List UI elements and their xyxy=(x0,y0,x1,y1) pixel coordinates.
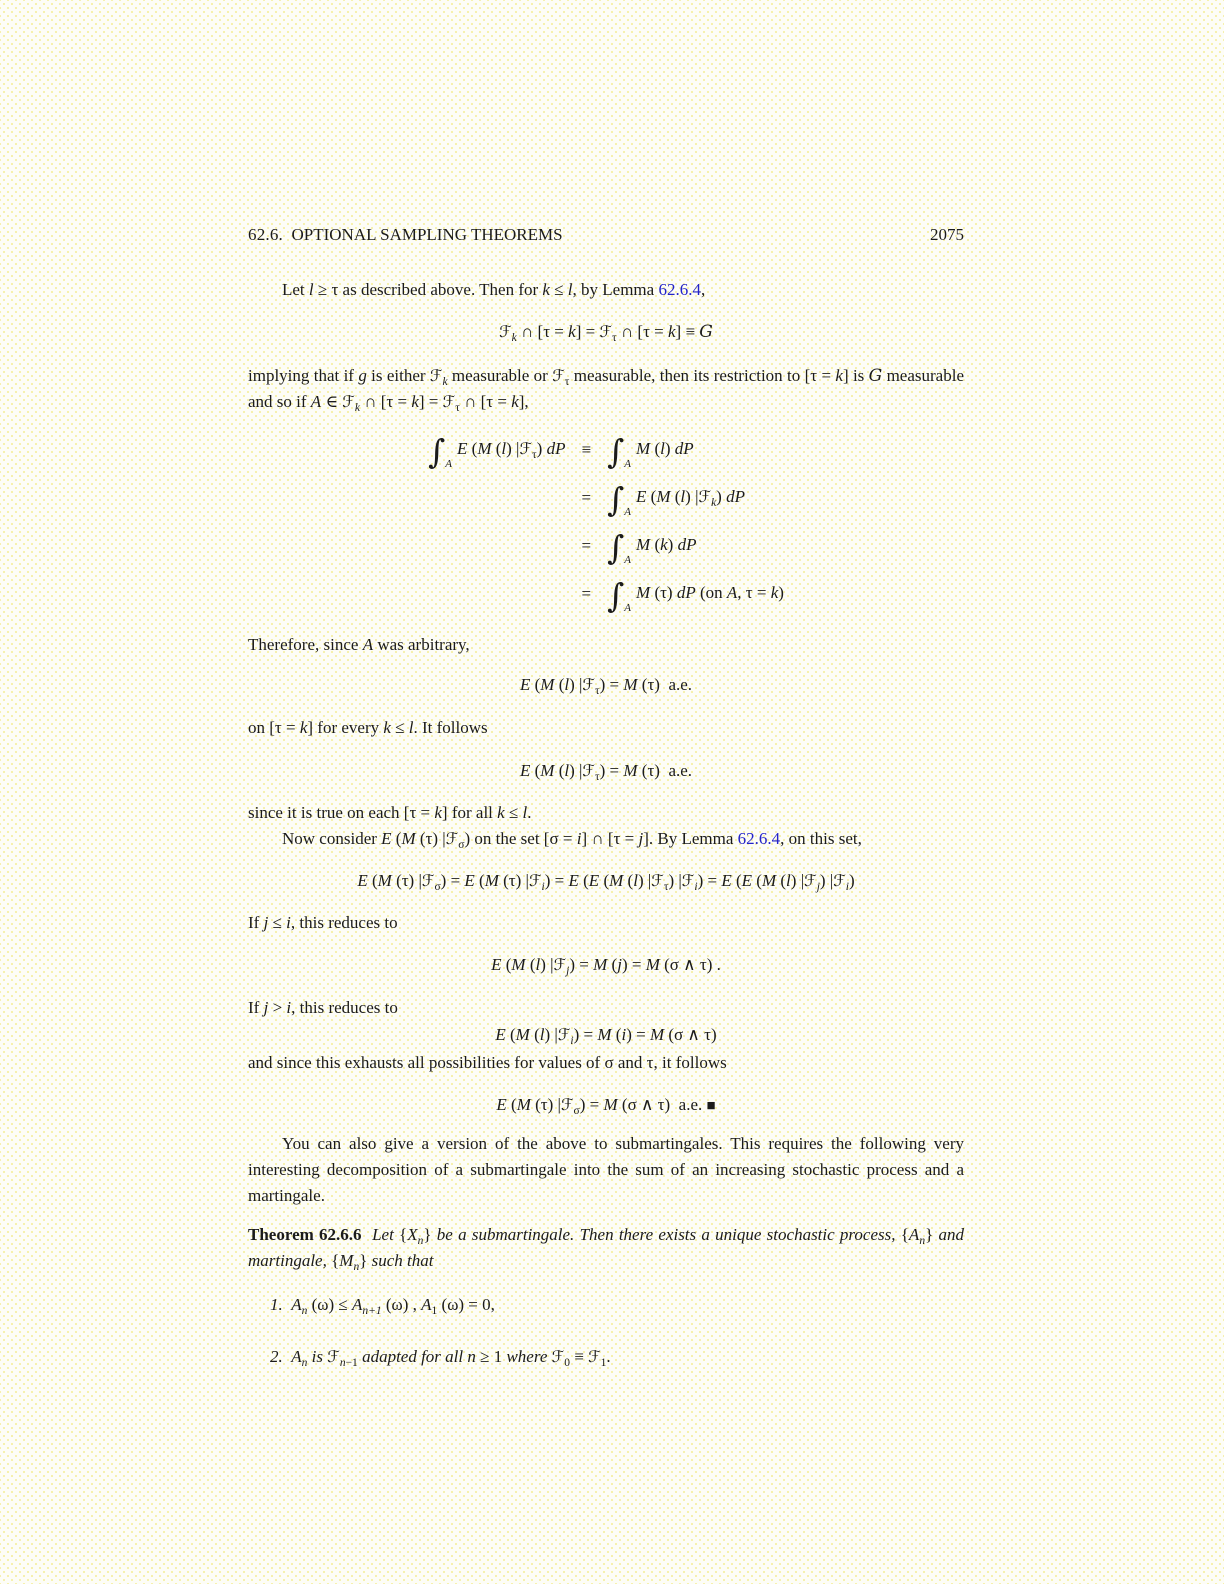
equation-row xyxy=(428,474,784,522)
eq-relation: ≡ xyxy=(581,440,592,459)
eq-relation: = xyxy=(581,584,592,603)
paragraph-exhausts: and since this exhausts all possibilities for values of σ and τ, it follows xyxy=(248,1053,727,1072)
display-equation-chain: E (M (τ) |ℱ$_\sigma$) = E (M (τ) |ℱ$_i$) = E (E (M (l) |ℱ$_\tau$) |ℱ$_i$) = E (E (M (l) |ℱ$_j$) |ℱ$_i$) xyxy=(357,871,855,893)
running-head xyxy=(248,222,563,248)
theorem-62-6-6: Theorem 62.6.6 Let $\{X_n\}$ be a submartingale. Then there exists a unique stochastic process, $\{A_n\}$ and martingale, $\{M_n\}$ such that xyxy=(248,1225,964,1273)
equation-row xyxy=(428,426,784,474)
integral-sign: ∫ xyxy=(607,480,625,519)
eq-lhs: $\int_AE$ (M (l) |ℱ$_\tau$) dP xyxy=(428,432,566,471)
theorem-condition-2: 2. $A_n$ is ℱ$_{n-1}$ adapted for all n ≥ 1 where ℱ$_0$ ≡ ℱ$_1$. xyxy=(270,1347,611,1369)
integral-sign: ∫ xyxy=(607,576,625,615)
paragraph-on-tau-k: on [τ = k] for every k ≤ l. It follows xyxy=(248,718,488,737)
eq-rhs: $\int_AM$ (τ) dP (on A, τ = k) xyxy=(607,576,784,615)
theorem-condition-1: 1. $A_n$ $(\omega) \le A_{n+1}$ (ω) , $A_1$ (ω) = 0, xyxy=(270,1295,495,1317)
eq-relation: = xyxy=(581,536,592,555)
qed-square: ■ xyxy=(706,1098,716,1114)
eq-lhs xyxy=(428,570,565,618)
paragraph-if-j-gt-i: If j > i, this reduces to xyxy=(248,998,398,1017)
integral-sign: ∫ xyxy=(428,432,446,471)
equation-row xyxy=(428,570,784,618)
integral-sign: ∫ xyxy=(607,528,625,567)
paragraph-since-true: since it is true on each [τ = k] for all k ≤ l. xyxy=(248,803,532,822)
display-equation-ae-2: E (M (l) |ℱ$_\tau$) = M (τ) a.e. xyxy=(519,761,693,783)
lemma-link[interactable]: 62.6.4 xyxy=(737,829,781,848)
eq-lhs xyxy=(428,474,565,522)
eq-rhs: $\int_AM$ (l) dP xyxy=(607,432,694,471)
lemma-link[interactable]: 62.6.4 xyxy=(658,280,701,299)
display-equation-ae-1: E (M (l) |ℱ$_\tau$) = M (τ) a.e. xyxy=(519,675,693,697)
eq-relation: = xyxy=(581,488,592,507)
page-header xyxy=(248,222,964,248)
paragraph-implying: implying that if g is either ℱ$_k$ measurable or ℱ$_\tau$ measurable, then its restriction to [τ = k] is G measurable and so if A ∈ ℱ$_k$ ∩ [τ = k] = ℱ$_\tau$ ∩ [τ = k], xyxy=(248,366,964,414)
display-equation-j-case: E (M (l) |ℱ$_j$) = M (j) = M (σ ∧ τ) . xyxy=(491,955,721,977)
eq-lhs xyxy=(428,522,565,570)
paragraph-now-consider: Now consider E (M (τ) |ℱ$_\sigma$) on the set [σ = i] ∩ [τ = j]. By Lemma 62.6.4, on this set, xyxy=(282,829,862,851)
display-equation-conclusion: E (M (τ) |ℱ$_\sigma$) = M (σ ∧ τ) a.e. ■ xyxy=(496,1095,716,1117)
paragraph-therefore: Therefore, since A was arbitrary, xyxy=(248,635,470,654)
section-title: OPTIONAL SAMPLING THEOREMS xyxy=(291,225,563,244)
equation-row xyxy=(428,522,784,570)
eq-rhs: $\int_AE$ (M (l) |ℱ$_k$) dP xyxy=(607,480,745,519)
equation-array xyxy=(428,426,784,618)
equation-array-integrals xyxy=(248,426,964,618)
paragraph-submartingales: You can also give a version of the above to submartingales. This requires the following very interesting decomposition of a submartingale into the sum of an increasing stochastic process and a martingale. xyxy=(248,1134,964,1205)
page-number: 2075 xyxy=(930,225,964,244)
section-number: 62.6. xyxy=(248,225,283,244)
integral-sign: ∫ xyxy=(607,432,625,471)
eq-rhs: $\int_AM$ (k) dP xyxy=(607,528,697,567)
paragraph-if-j-le-i: If j ≤ i, this reduces to xyxy=(248,913,398,932)
display-equation-sigma-algebra: ℱ$_k$ ∩ [τ = k] = ℱ$_\tau$ ∩ [τ = k] ≡ G xyxy=(499,322,713,344)
paragraph-intro: Let l ≥ τ as described above. Then for k ≤ l, by Lemma 62.6.4, xyxy=(282,280,706,299)
display-equation-i-case: E (M (l) |ℱ$_i$) = M (i) = M (σ ∧ τ) xyxy=(495,1025,717,1047)
